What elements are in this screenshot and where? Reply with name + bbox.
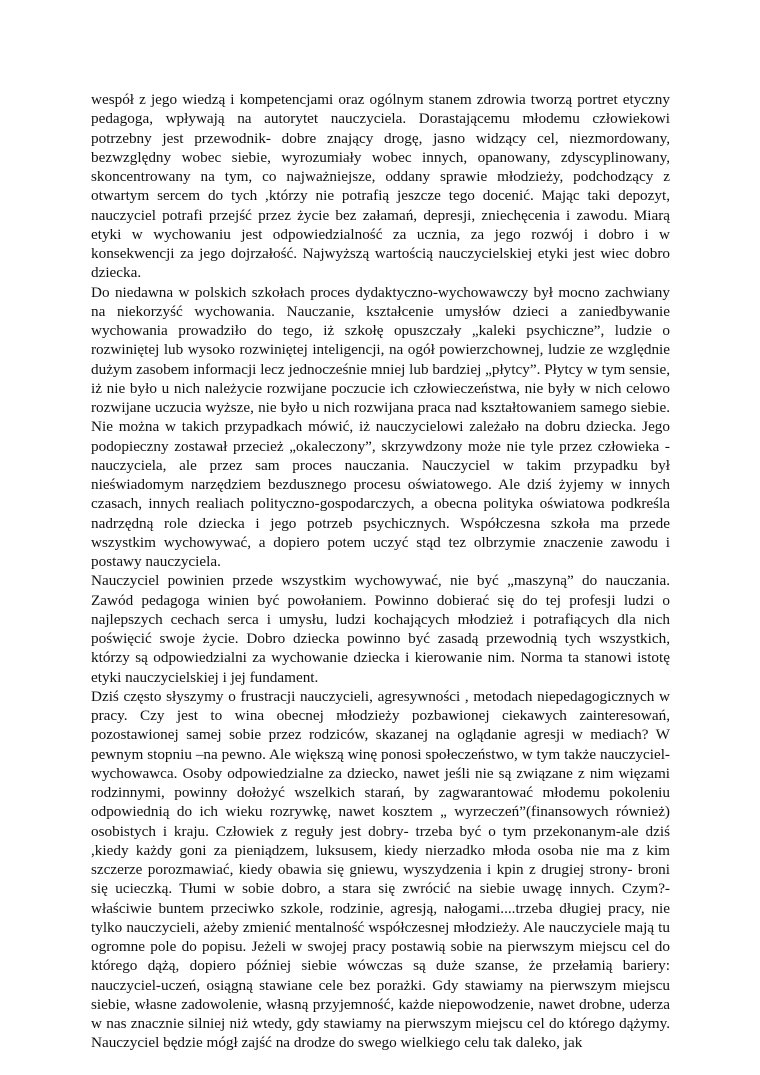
document-page — [91, 90, 670, 1053]
paragraph-4: Dziś często słyszymy o frustracji nauczycieli, agresywności , metodach niepedagogicznych w pracy. Czy jest to wina obecnej młodzieży pozbawionej ciekawych zainteresowań, pozostawionej samej sobie przez rodziców, skazanej na oglądanie agresji w mediach? W pewnym stopniu –na pewno. Ale większą winę ponosi społeczeństwo, w tym także nauczyciel-wychowawca. Osoby odpowiedzialne za dziecko, nawet jeśli nie są związane z nim więzami rodzinnymi, powinny dołożyć wszelkich starań, by zagwarantować młodemu pokoleniu odpowiednią do ich wieku rozrywkę, nawet kosztem „ wyrzeczeń”(finansowych również) osobistych i kraju. Człowiek z reguły jest dobry- trzeba być o tym przekonanym-ale dziś ,kiedy każdy goni za pieniądzem, luksusem, kiedy nierzadko młoda osoba nie ma z kim szczerze porozmawiać, kiedy obawia się gniewu, wyszydzenia i kpin z drugiej strony- broni się ucieczką. Tłumi w sobie dobro, a stara się zwrócić na siebie uwagę innych. Czym?- właściwie buntem przeciwko szkole, rodzinie, agresją, nałogami....trzeba długiej pracy, nie tylko nauczycieli, ażeby zmienić mentalność współczesnej młodzieży. Ale nauczyciele mają tu ogromne pole do popisu. Jeżeli w swojej pracy postawią sobie na pierwszym miejscu cel do którego dążą, dopiero później siebie wówczas są duże szanse, że przełamią bariery: nauczyciel-uczeń, osiągną stawiane cele bez porażki. Gdy stawiamy na pierwszym miejscu siebie, własne zadowolenie, własną przyjemność, każde niepowodzenie, nawet drobne, uderza w nas znacznie silniej niż wtedy, gdy stawiamy na pierwszym miejscu cel do którego dążymy. Nauczyciel będzie mógł zajść na drodze do swego wielkiego celu tak daleko, jak — [91, 687, 670, 1052]
paragraph-1: wespół z jego wiedzą i kompetencjami oraz ogólnym stanem zdrowia tworzą portret etyczny pedagoga, wpływają na autorytet nauczyciela. Dorastającemu młodemu człowiekowi potrzebny jest przewodnik- dobre znający drogę, jasno widzący cel, niezmordowany, bezwzględny wobec siebie, wyrozumiały wobec innych, opanowany, zdyscyplinowany, skoncentrowany na tym, co najważniejsze, oddany sprawie młodzieży, podchodzący z otwartym sercem do tych ,którzy nie potrafią jeszcze tego docenić. Mając taki depozyt, nauczyciel potrafi przejść przez życie bez załamań, depresji, zniechęcenia i zawodu. Miarą etyki w wychowaniu jest odpowiedzialność za ucznia, za jego rozwój i dobro i w konsekwencji za jego dojrzałość. Najwyższą wartością nauczycielskiej etyki jest wiec dobro dziecka. — [91, 91, 670, 282]
paragraph-3: Nauczyciel powinien przede wszystkim wychowywać, nie być „maszyną” do nauczania. Zawód pedagoga winien być powołaniem. Powinno dobierać się do tej profesji ludzi o najlepszych cechach serca i umysłu, ludzi kochających młodzież i potrafiących dla nich poświęcić swoje życie. Dobro dziecka powinno być zasadą przewodnią tych wszystkich, którzy są odpowiedzialni za wychowanie dziecka i kierowanie nim. Norma ta stanowi istotę etyki nauczycielskiej i jej fundament. — [91, 572, 670, 686]
paragraph-2: Do niedawna w polskich szkołach proces dydaktyczno-wychowawczy był mocno zachwiany na niekorzyść wychowania. Nauczanie, kształcenie umysłów dzieci a zaniedbywanie wychowania prowadziło do tego, iż szkołę opuszczały „kaleki psychiczne”, ludzie o rozwiniętej lub wysoko rozwiniętej inteligencji, na ogół powierzchownej, ludzie ze względnie dużym zasobem informacji lecz jednocześnie mniej lub bardziej „płytcy”. Płytcy w tym sensie, iż nie było u nich należycie rozwijane poczucie ich człowieczeństwa, nie były w nich celowo rozwijane uczucia wyższe, nie było u nich rozwijana praca nad kształtowaniem samego siebie. Nie można w takich przypadkach mówić, iż nauczycielowi zależało na dobru dziecka. Jego podopieczny zostawał przecież „okaleczony”, skrzywdzony może nie tyle przez człowieka -nauczyciela, ale przez sam proces nauczania. Nauczyciel w takim przypadku był nieświadomym narzędziem bezdusznego procesu oświatowego. Ale dziś żyjemy w innych czasach, innych realiach polityczno-gospodarczych, a obecna polityka oświatowa podkreśla nadrzędną role dziecka i jego potrzeb psychicznych. Współczesna szkoła ma przede wszystkim wychowywać, a dopiero potem uczyć stąd tez olbrzymie znaczenie zawodu i postawy nauczyciela. — [91, 283, 670, 570]
